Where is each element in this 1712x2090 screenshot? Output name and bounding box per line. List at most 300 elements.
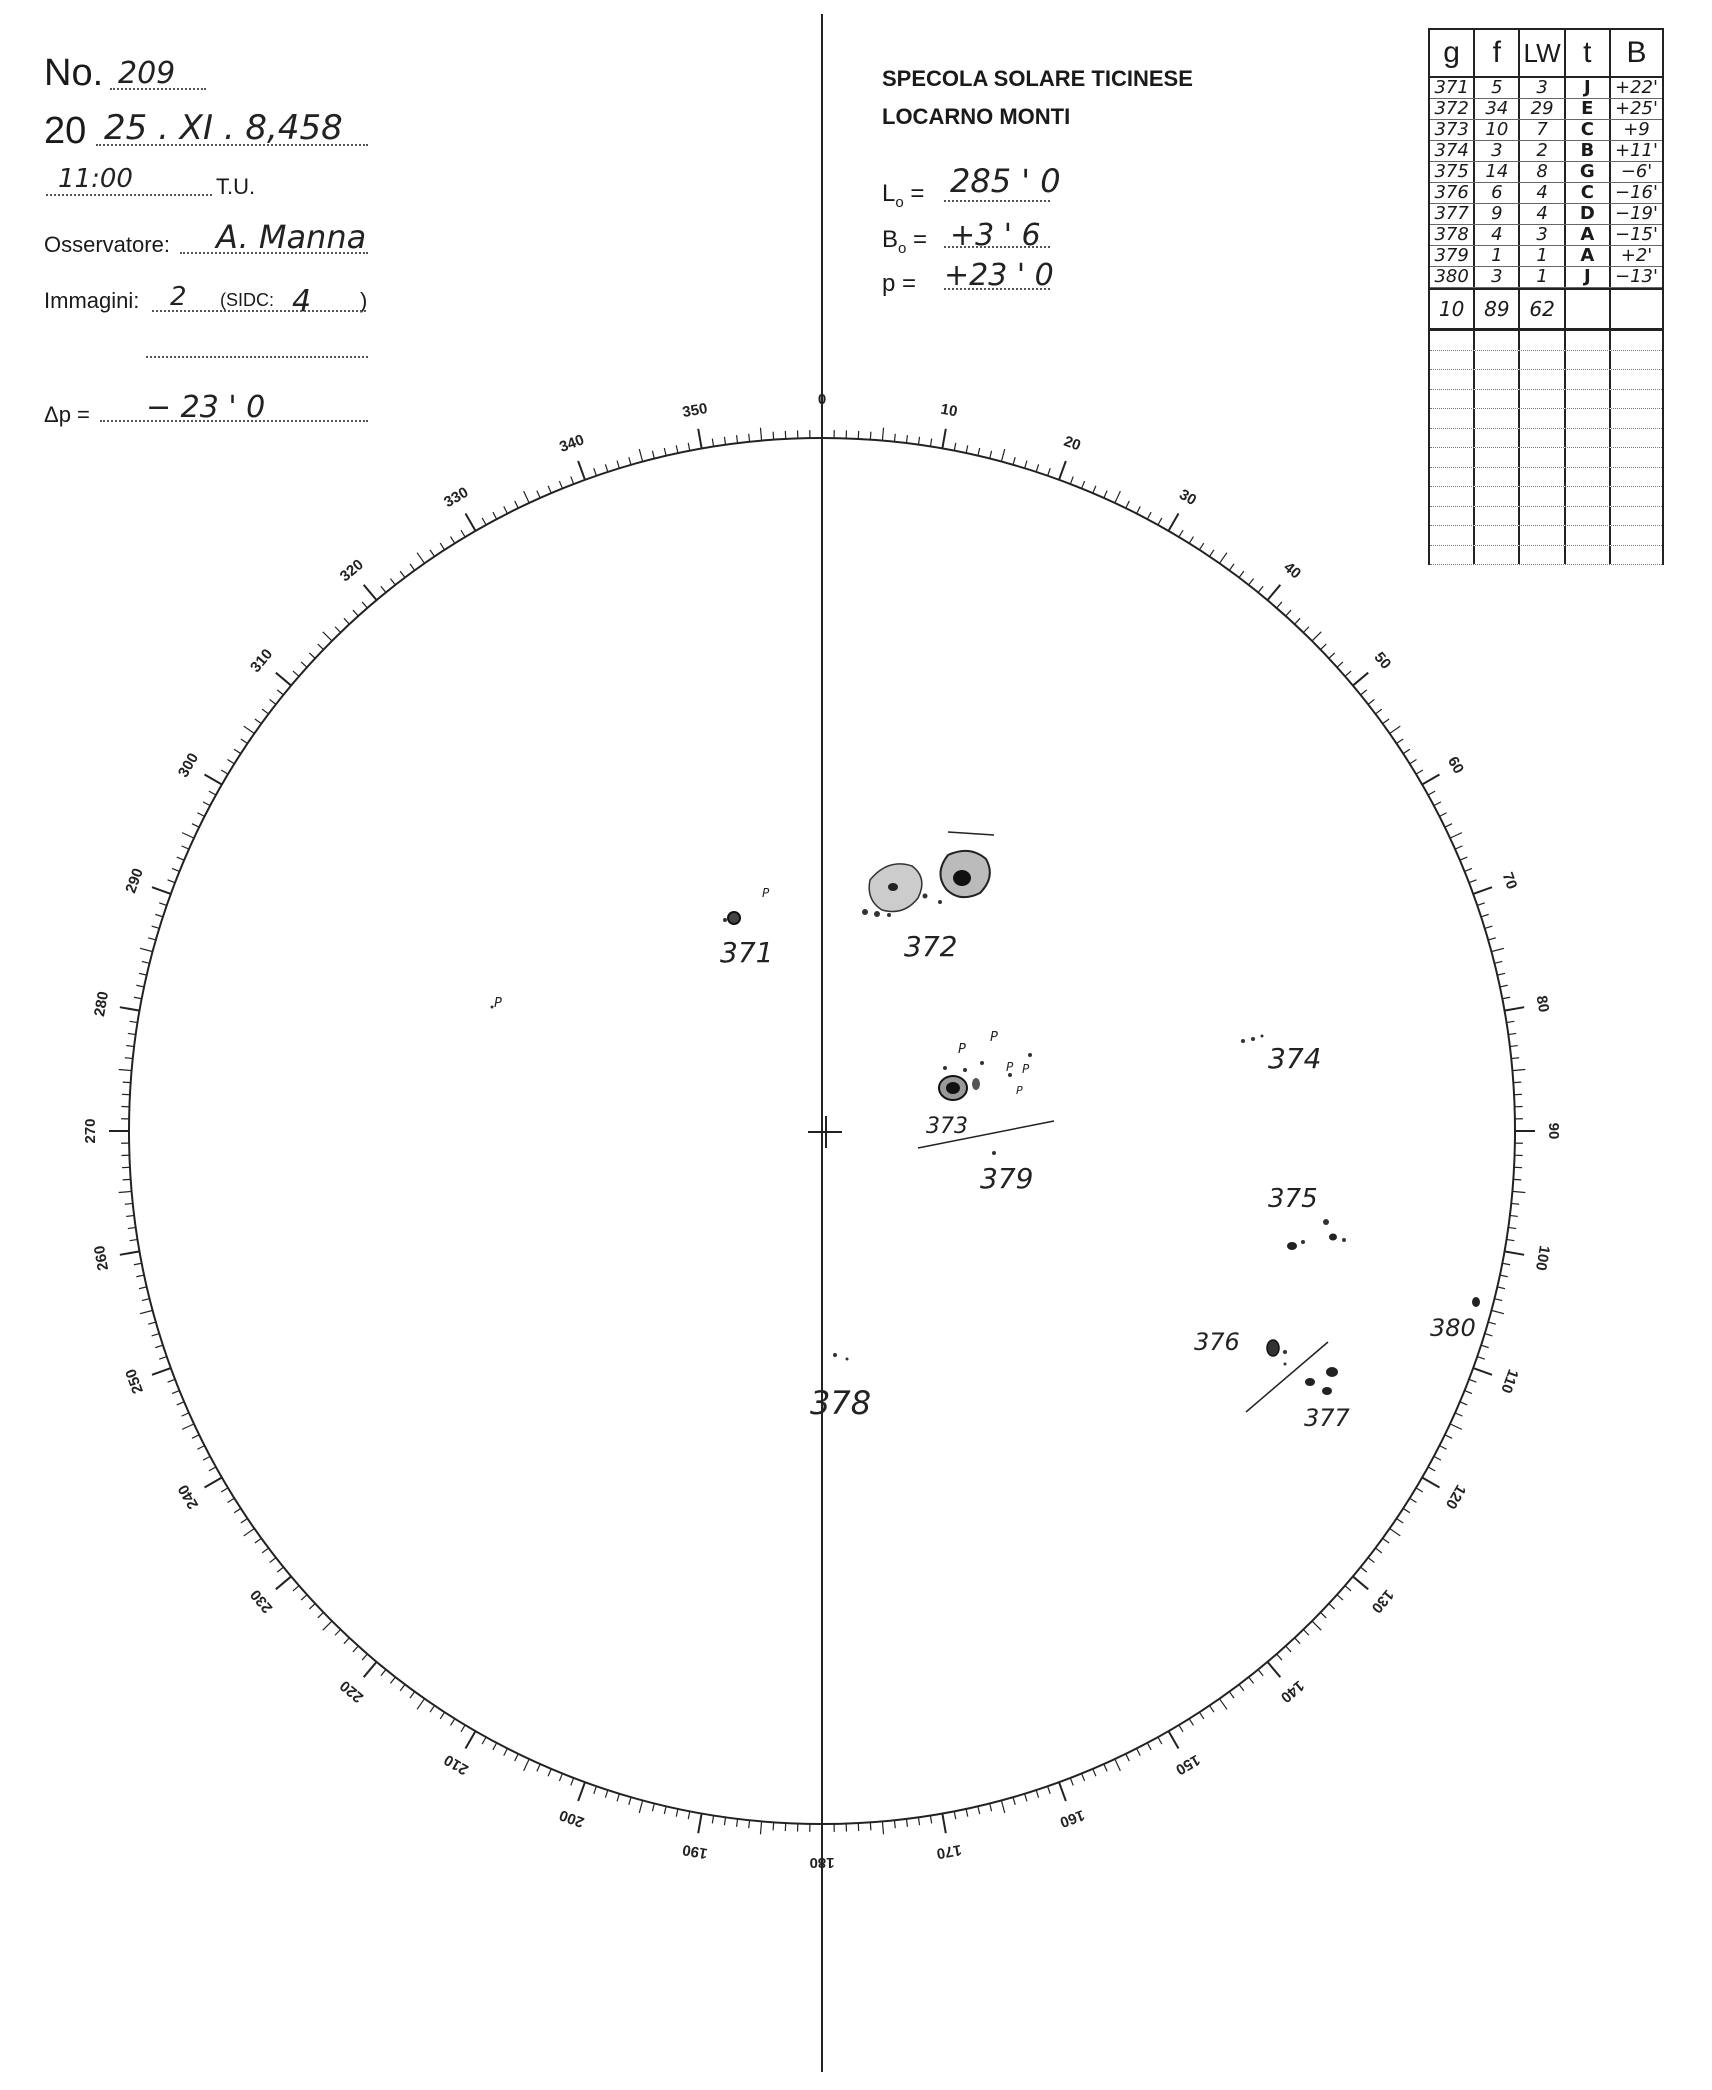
degree-tick (1460, 1402, 1467, 1405)
degree-tick (136, 1275, 144, 1277)
group-label-375: 375 (1268, 1184, 1318, 1214)
degree-tick (172, 1391, 179, 1394)
degree-tick (712, 439, 713, 447)
degree-tick (954, 1811, 956, 1819)
degree-tick (571, 477, 574, 484)
degree-tick (123, 1082, 131, 1083)
degree-tick (1397, 1519, 1404, 1523)
group-label-380: 380 (1430, 1314, 1476, 1342)
degree-tick (1147, 1743, 1151, 1750)
degree-tick (128, 1033, 136, 1034)
degree-tick (134, 1263, 142, 1265)
degree-tick (1312, 1621, 1321, 1630)
degree-tick (515, 501, 519, 508)
sunspot-group-374 (1241, 1035, 1264, 1044)
degree-tick (1303, 1630, 1309, 1636)
degree-tick (1469, 1379, 1476, 1382)
cell-g: 380 (1430, 267, 1475, 287)
degree-tick (1504, 1007, 1524, 1010)
degree-tick (440, 543, 444, 550)
sunspot-group-377 (1246, 1342, 1338, 1412)
degree-tick (119, 1191, 132, 1192)
degree-tick (209, 791, 216, 795)
degree-label-150: 150 (1172, 1750, 1203, 1779)
time-value: 11:00 (58, 164, 133, 194)
degree-tick (234, 749, 241, 753)
spot-373-d (963, 1068, 967, 1072)
degree-tick (120, 1007, 140, 1010)
degree-tick (1428, 791, 1435, 795)
degree-tick (1249, 579, 1254, 585)
cell-t: A (1566, 225, 1611, 245)
degree-tick (134, 997, 142, 999)
degree-tick (737, 435, 738, 443)
degree-tick (1093, 486, 1096, 493)
degree-tick (140, 1310, 153, 1313)
degree-tick (390, 1677, 395, 1683)
degree-tick (136, 985, 144, 987)
degree-tick (301, 1595, 307, 1600)
spot-377-b (1305, 1378, 1315, 1386)
degree-tick (1082, 1774, 1085, 1781)
degree-tick (1422, 775, 1439, 785)
degree-tick (1485, 1334, 1493, 1336)
degree-tick (126, 1046, 134, 1047)
degree-tick (749, 1820, 750, 1828)
degree-tick (652, 1803, 654, 1811)
cell-t: G (1566, 162, 1611, 182)
degree-tick (1403, 749, 1410, 753)
degree-tick (559, 1774, 562, 1781)
total-g: 10 (1430, 290, 1475, 328)
cell-t: E (1566, 99, 1611, 119)
degree-tick (1189, 1719, 1193, 1726)
spot-371-b (723, 918, 727, 922)
degree-tick (482, 518, 486, 525)
degree-tick (1481, 914, 1489, 916)
degree-label-320: 320 (336, 556, 367, 586)
degree-tick (1082, 481, 1085, 488)
degree-tick (344, 618, 349, 624)
total-f: 89 (1475, 290, 1520, 328)
degree-tick (177, 857, 184, 860)
degree-label-20: 20 (1061, 432, 1083, 455)
degree-tick (1137, 1748, 1141, 1755)
degree-tick (1158, 1737, 1162, 1744)
degree-tick (1286, 1646, 1291, 1652)
degree-tick (400, 1684, 405, 1690)
cell-b: +9 (1623, 120, 1650, 140)
degree-tick (276, 1576, 291, 1589)
degree-tick (1001, 1800, 1004, 1813)
degree-tick (301, 662, 307, 667)
degree-tick (1500, 985, 1508, 987)
degree-label-220: 220 (336, 1676, 367, 1706)
degree-tick (381, 1670, 386, 1676)
degree-tick (1375, 1548, 1381, 1553)
degree-tick (1361, 1567, 1367, 1572)
cell-f: 10 (1475, 120, 1520, 140)
degree-tick (1510, 1215, 1518, 1216)
degree-label-310: 310 (247, 645, 277, 676)
degree-tick (197, 1446, 204, 1450)
degree-label-270: 270 (81, 1118, 99, 1144)
sunspot-group-379 (992, 1151, 996, 1155)
group-372-line (948, 832, 994, 835)
degree-tick (182, 833, 194, 838)
degree-tick (1491, 1310, 1504, 1313)
degree-tick (578, 1782, 585, 1801)
cell-lw: 3 (1520, 225, 1565, 245)
cell-g: 372 (1430, 99, 1475, 119)
degree-tick (578, 461, 585, 480)
degree-label-140: 140 (1277, 1676, 1308, 1706)
spot-377-c (1322, 1387, 1332, 1395)
degree-tick (1508, 1033, 1516, 1034)
degree-tick (221, 1488, 228, 1492)
cell-b: −15' (1615, 225, 1658, 245)
degree-tick (192, 1435, 199, 1439)
cell-f: 34 (1475, 99, 1520, 119)
observatory-location: LOCARNO MONTI (882, 104, 1071, 129)
degree-tick (1353, 1576, 1368, 1589)
p-mark: P (762, 886, 770, 900)
degree-tick (1258, 586, 1263, 592)
cell-f: 5 (1475, 78, 1520, 98)
degree-tick (1147, 512, 1151, 519)
degree-tick (130, 1021, 138, 1022)
degree-tick (353, 610, 358, 616)
degree-tick (1258, 1670, 1263, 1676)
degree-tick (1321, 1612, 1327, 1618)
degree-tick (228, 1498, 235, 1502)
degree-label-30: 30 (1176, 485, 1200, 510)
degree-tick (168, 1379, 175, 1382)
degree-tick (410, 564, 415, 570)
degree-tick (537, 1764, 540, 1771)
degree-tick (712, 1815, 713, 1823)
degree-tick (244, 1528, 255, 1535)
cell-b: −16' (1615, 183, 1658, 203)
degree-tick (440, 1712, 444, 1719)
degree-tick (548, 486, 551, 493)
degree-tick (1513, 1179, 1521, 1180)
degree-tick (1455, 1413, 1462, 1416)
sidc-close: ) (360, 288, 368, 313)
degree-tick (125, 1203, 133, 1204)
images-label: Immagini: (44, 288, 140, 313)
degree-tick (1126, 1754, 1130, 1761)
b0-label: $B_o$ = (882, 226, 928, 257)
degree-tick (1512, 1191, 1525, 1192)
degree-tick (639, 1800, 642, 1813)
p-mark: P (1016, 1084, 1023, 1097)
degree-tick (1104, 1764, 1107, 1771)
degree-tick (1199, 543, 1203, 550)
degree-tick (676, 445, 678, 453)
degree-tick (617, 461, 619, 469)
degree-tick (430, 1706, 434, 1713)
degree-tick (309, 653, 315, 658)
degree-tick (1093, 1769, 1096, 1776)
spot-372-e (887, 913, 891, 917)
degree-tick (1036, 1790, 1038, 1798)
year-prefix: 20 (44, 110, 87, 152)
degree-tick (1321, 644, 1327, 650)
degree-tick (1502, 1263, 1510, 1265)
cell-t: D (1566, 204, 1611, 224)
degree-tick (119, 1069, 132, 1070)
degree-tick (1434, 1456, 1441, 1460)
degree-tick (1508, 1227, 1516, 1228)
degree-tick (172, 868, 179, 871)
degree-tick (1036, 464, 1038, 472)
degree-tick (990, 1803, 992, 1811)
degree-tick (1502, 997, 1510, 999)
degree-tick (152, 926, 160, 928)
degree-tick (203, 802, 210, 806)
observatory-name: SPECOLA SOLARE TICINESE (882, 66, 1193, 91)
degree-tick (203, 1456, 210, 1460)
degree-tick (760, 428, 761, 441)
degree-tick (1189, 537, 1193, 544)
degree-tick (461, 530, 465, 537)
cell-f: 6 (1475, 183, 1520, 203)
cell-b: −6' (1620, 162, 1653, 182)
degree-label-90: 90 (1545, 1122, 1563, 1140)
degree-tick (493, 512, 497, 519)
degree-tick (197, 813, 204, 817)
degree-tick (1450, 833, 1462, 838)
sunspot-group-376 (1267, 1340, 1287, 1366)
degree-tick (1368, 699, 1374, 704)
spot-373-e (980, 1061, 984, 1065)
degree-tick (148, 1322, 156, 1324)
degree-tick (1477, 1357, 1485, 1360)
degree-tick (1450, 1424, 1462, 1429)
degree-tick (1504, 1251, 1524, 1254)
degree-tick (293, 671, 299, 676)
degree-label-230: 230 (247, 1586, 277, 1617)
degree-tick (390, 579, 395, 585)
degree-tick (430, 550, 434, 557)
cell-f: 9 (1475, 204, 1520, 224)
degree-tick (724, 1817, 725, 1825)
degree-tick (1439, 1446, 1446, 1450)
degree-tick (548, 1769, 551, 1776)
degree-tick (1001, 449, 1004, 462)
degree-tick (451, 1719, 455, 1726)
degree-tick (1249, 1677, 1254, 1683)
time-unit: T.U. (216, 174, 256, 199)
degree-tick (1210, 1706, 1214, 1713)
degree-tick (1229, 564, 1234, 570)
degree-tick (1169, 514, 1179, 531)
degree-tick (515, 1754, 519, 1761)
degree-tick (639, 449, 642, 462)
degree-tick (1219, 1699, 1226, 1710)
delta-p-value: − 23 ' 0 (146, 390, 266, 425)
degree-tick (466, 514, 476, 531)
degree-tick (1512, 1069, 1525, 1070)
degree-tick (1465, 868, 1472, 871)
spot-374-c (1261, 1035, 1264, 1038)
degree-tick (1488, 938, 1496, 940)
sunspot-group-371 (723, 912, 740, 924)
spot-372-c (862, 909, 868, 915)
l0-value: 285 ' 0 (950, 162, 1061, 200)
degree-tick (192, 824, 199, 828)
degree-label-80: 80 (1532, 994, 1553, 1014)
degree-tick (942, 1813, 945, 1833)
cell-lw: 7 (1520, 120, 1565, 140)
degree-tick (123, 1179, 131, 1180)
cell-g: 376 (1430, 183, 1475, 203)
spot-376-b (1283, 1350, 1287, 1354)
degree-label-120: 120 (1441, 1481, 1470, 1512)
degree-tick (1510, 1046, 1518, 1047)
degree-tick (688, 443, 690, 451)
degree-tick (293, 1586, 299, 1591)
degree-tick (1013, 457, 1015, 465)
spot-374-a (1241, 1039, 1245, 1043)
degree-tick (524, 1759, 529, 1771)
degree-tick (1239, 571, 1244, 577)
degree-tick (773, 1822, 774, 1830)
cell-g: 379 (1430, 246, 1475, 266)
degree-tick (1312, 632, 1321, 641)
degree-tick (1473, 1368, 1492, 1375)
degree-tick (353, 1646, 358, 1652)
degree-tick (1494, 961, 1502, 963)
cell-g: 374 (1430, 141, 1475, 161)
spot-372-leader-umbra (953, 870, 971, 886)
degree-label-340: 340 (557, 431, 587, 456)
degree-label-240: 240 (174, 1481, 203, 1512)
spot-373-b (972, 1078, 980, 1090)
degree-tick (1329, 653, 1335, 658)
spot-379-a (992, 1151, 996, 1155)
degree-tick (1497, 1287, 1505, 1289)
degree-tick (1286, 610, 1291, 616)
degree-tick (1403, 1508, 1410, 1512)
number-value: 209 (118, 56, 176, 91)
degree-tick (1497, 973, 1505, 975)
degree-tick (1485, 926, 1493, 928)
degree-tick (504, 506, 508, 513)
degree-label-70: 70 (1498, 870, 1521, 892)
degree-tick (1439, 813, 1446, 817)
cell-f: 1 (1475, 246, 1520, 266)
cell-lw: 2 (1520, 141, 1565, 161)
spot-375-c (1323, 1219, 1329, 1225)
spot-372-follower-umbra (888, 883, 898, 891)
degree-tick (918, 1817, 919, 1825)
degree-tick (205, 775, 222, 785)
p-value: +23 ' 0 (944, 258, 1054, 293)
degree-tick (152, 887, 171, 894)
degree-tick (244, 726, 255, 733)
cell-b: +2' (1620, 246, 1653, 266)
degree-tick (309, 1604, 315, 1609)
p-mark: P (990, 1030, 998, 1045)
l0-label: $L_o$ = (882, 180, 925, 211)
degree-label-40: 40 (1280, 558, 1305, 583)
group-label-377: 377 (1304, 1404, 1350, 1432)
spot-372-f (923, 894, 928, 899)
degree-tick (417, 1699, 424, 1710)
degree-tick (1158, 518, 1162, 525)
degree-tick (1303, 627, 1309, 633)
degree-tick (1115, 491, 1120, 503)
degree-label-100: 100 (1531, 1244, 1553, 1272)
degree-label-10: 10 (939, 400, 959, 421)
cell-f: 4 (1475, 225, 1520, 245)
degree-label-130: 130 (1367, 1586, 1397, 1617)
cell-t: J (1566, 78, 1611, 98)
cell-b: −13' (1615, 267, 1658, 287)
degree-label-50: 50 (1370, 648, 1395, 673)
degree-tick (870, 432, 871, 440)
degree-tick (139, 1287, 147, 1289)
degree-tick (688, 1811, 690, 1819)
degree-tick (228, 760, 235, 764)
sunspot-group-375 (1287, 1219, 1346, 1250)
cell-f: 3 (1475, 141, 1520, 161)
degree-label-330: 330 (441, 483, 472, 512)
cell-g: 377 (1430, 204, 1475, 224)
degree-tick (882, 1821, 883, 1834)
sunspot-group-372 (862, 832, 994, 917)
spot-372-g (938, 900, 942, 904)
cell-t: A (1566, 246, 1611, 266)
degree-tick (1410, 1498, 1417, 1502)
degree-tick (400, 571, 405, 577)
degree-tick (894, 1820, 895, 1828)
degree-tick (1329, 1604, 1335, 1609)
cell-f: 14 (1475, 162, 1520, 182)
degree-tick (335, 627, 341, 633)
degree-tick (1422, 1478, 1439, 1488)
degree-tick (737, 1819, 738, 1827)
degree-tick (482, 1737, 486, 1744)
degree-label-160: 160 (1057, 1806, 1087, 1831)
degree-tick (451, 537, 455, 544)
degree-tick (749, 434, 750, 442)
degree-tick (1295, 1638, 1300, 1644)
cell-lw: 8 (1520, 162, 1565, 182)
header-t: t (1566, 30, 1611, 76)
spot-378-a (833, 1353, 837, 1357)
degree-tick (1511, 1058, 1519, 1059)
degree-tick (1277, 1654, 1282, 1660)
spot-373-g (1028, 1053, 1032, 1057)
degree-tick (1199, 1712, 1203, 1719)
observer-label: Osservatore: (44, 232, 170, 257)
degree-tick (323, 1621, 332, 1630)
group-label-378: 378 (810, 1384, 872, 1422)
group-label-373: 373 (926, 1114, 968, 1139)
cell-b: +11' (1615, 141, 1658, 161)
sunspot-group-378 (833, 1353, 849, 1361)
degree-tick (209, 1467, 216, 1471)
degree-tick (1013, 1797, 1015, 1805)
degree-tick (1126, 501, 1130, 508)
degree-tick (344, 1638, 349, 1644)
header-g: g (1430, 30, 1475, 76)
spot-375-d (1329, 1234, 1337, 1241)
degree-tick (966, 445, 968, 453)
